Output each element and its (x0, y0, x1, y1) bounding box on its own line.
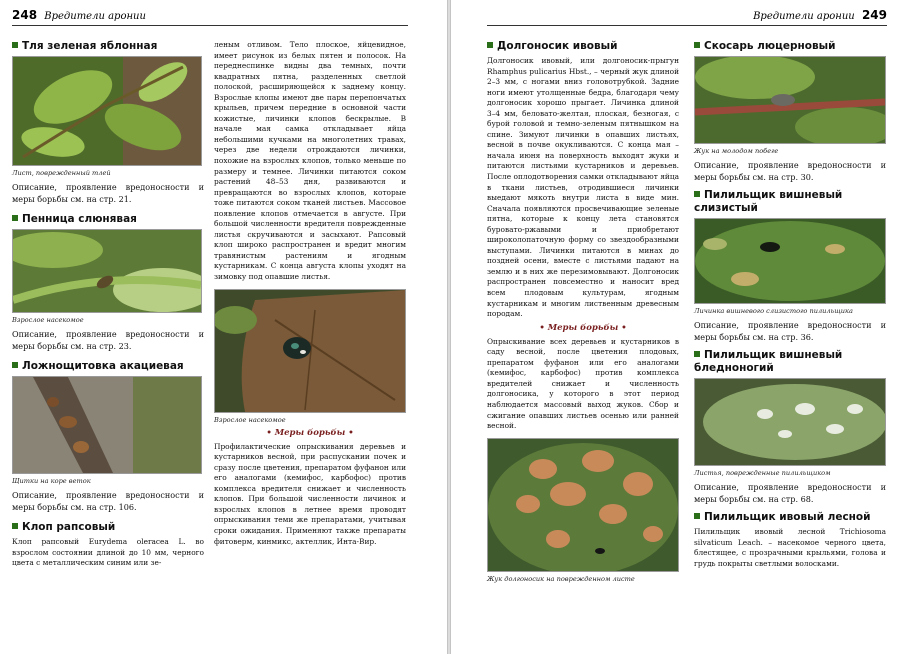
reference-text: Описание, проявление вредоносности и меры борьбы см. на стр. 36. (694, 320, 886, 342)
section-title: Долгоносик ивовый (487, 40, 679, 53)
section-title: Пилильщик вишневый бледноногий (694, 349, 843, 374)
photo-caption: Личинка вишневого слизистого пилильщика (694, 307, 853, 315)
left-column-2 (214, 40, 406, 547)
body-text: Опрыскивание всех деревьев и кустарников в саду весной, после цветения плодовых, препаратом фуфанон или его аналогами (кемифос, карбофос) против комплекса вредителей снижает и численность долгоносика, у которого в этот период наблюдается массовый выход жуков. Сбор и сжигание опавших листьев осенью или ранней весной. (487, 336, 679, 431)
body-text: Пилильщик ивовый лесной Trichiosoma silvaticum Leach. – насекомое черного цвета, блестящее, с прозрачными крыльями, голова и грудь покрыты светлыми волосками. (694, 527, 886, 568)
running-header (487, 8, 887, 26)
section-title: Скосарь люцерновый (694, 40, 886, 53)
photo-weevil-leaf (487, 438, 679, 572)
photo-spittlebug (12, 229, 202, 313)
section-title: Тля зеленая яблонная (12, 40, 204, 53)
section-title: Пилильщик вишневый слизистый (694, 189, 843, 214)
left-column-1 (12, 40, 204, 569)
body-text: леным отливом. Тело плоское, яйцевидное, имеет рисунок из белых пятен и полосок. На переднеспинке видны два темных, почти квадратных пятна, разделенных светлой полоской, расширяющейся к заднему концу. Взрослые клопы имеют две пары перепончатых крыльев, причем передние в основной части кожистые, личинки клопов бескрылые. В начале мая самка откладывает яйца небольшими кучками на многолетних травах, через две недели отрождаются личинки, похожие на взрослых клопов, только меньше по размеру и темнее. Личинки питаются соком растений 48–53 дня, развиваются и превращаются во взрослых клопов, которые тоже питаются соком тканей листьев. Массовое появление клопов отмечается в августе. При большой численности вредителя поврежденные листья скручиваются и засыхают. Рапсовый клоп широко распространен и вредит многим травянистым растениям и ягодным кустарникам. С конца августа клопы уходят на зимовку под опавшие листья. (214, 40, 406, 282)
reference-text: Описание, проявление вредоносности и меры борьбы см. на стр. 23. (12, 329, 204, 351)
photo-alfalfa-weevil (694, 56, 886, 144)
photo-caption: Взрослое насекомое (12, 316, 84, 324)
photo-slime-sawfly (694, 218, 886, 304)
section-title: Пилильщик ивовый лесной (694, 511, 886, 524)
photo-caption: Взрослое насекомое (214, 415, 286, 424)
photo-caption: Щитки на коре веток (12, 477, 91, 485)
photo-scale-insects (12, 376, 202, 474)
running-title: Вредители аронии (753, 11, 855, 22)
right-page (451, 0, 898, 654)
section-bullet-icon (12, 523, 18, 529)
right-column-2 (694, 40, 886, 569)
control-measures-heading: • Меры борьбы • (539, 322, 627, 333)
running-title: Вредители аронии (44, 11, 146, 22)
reference-text: Описание, проявление вредоносности и меры борьбы см. на стр. 68. (694, 482, 886, 504)
section-bullet-icon (694, 513, 700, 519)
body-text: Долгоносик ивовый, или долгоносик-прыгун Rhamphus pulicarius Hbst., – черный жук длиной 2–3 мм, с ногами вниз головотрубкой. Задние ноги имеют утолщенные бедра, благодаря чему долгоносик хорошо прыгает. Личинка длиной 3–4 мм, беловато-желтая, плоская, безногая, с бурой головой и темно-зеленым пятнышком на спине. Зимуют личинки в опавших листьях, весной в почве окукливаются. С конца мая – начала июня на поверхность выходят жуки и питаются листьями кустарников и деревьев. После оплодотворения самки откладывают яйца в ткани листьев, отродившиеся личинки выедают мякоть внутри листа в виде мин. Сначала появляются просвечивающие зеленые пятна, которые к концу лета становятся буровато-ржавыми и приобретают широколопаточную форму со звездообразными выступами. Личинки питаются в минах до поздней осени, вместе с листьями падают на землю и в них же перезимовывают. Долгоносик распространен повсеместно и наносит вред всем плодовым культурам, ягодным кустарникам и многим лиственным древесным породам. (487, 56, 679, 319)
section-title: Ложнощитовка акациевая (12, 360, 204, 373)
section-bullet-icon (694, 42, 700, 48)
left-page (0, 0, 447, 654)
reference-text: Описание, проявление вредоносности и меры борьбы см. на стр. 30. (694, 160, 886, 182)
running-header (12, 8, 408, 26)
section-bullet-icon (12, 215, 18, 221)
photo-caption: Листья, поврежденные пилильщиком (694, 469, 831, 477)
photo-sawfly-damage (694, 378, 886, 466)
reference-text: Описание, проявление вредоносности и меры борьбы см. на стр. 106. (12, 490, 204, 512)
page-number: 249 (861, 8, 887, 22)
page-number: 248 (12, 8, 38, 22)
control-measures-heading: • Меры борьбы • (266, 427, 354, 438)
photo-rapeseed-bug (214, 289, 406, 413)
section-bullet-icon (694, 351, 700, 357)
photo-caption: Лист, поврежденный тлей (12, 169, 111, 177)
reference-text: Описание, проявление вредоносности и меры борьбы см. на стр. 21. (12, 182, 204, 204)
right-column-1 (487, 40, 679, 584)
photo-caption: Жук на молодом побеге (694, 147, 779, 155)
section-title: Клоп рапсовый (12, 521, 204, 534)
photo-caption: Жук долгоносик на поврежденном листе (487, 574, 635, 583)
body-text: Клоп рапсовый Eurydema oleracea L. во взрослом состоянии длиной до 10 мм, черного цвета с металлическим синим или зе- (12, 537, 204, 568)
section-bullet-icon (12, 362, 18, 368)
body-text: Профилактические опрыскивания деревьев и кустарников весной, при распускании почек и сразу после цветения, препаратом фуфанон или его аналогами (кемифос, карбофос) против комплекса вредителя снижает и численность клопов. При большой численности личинок и взрослых клопов в летнее время проводят опрыскивания теми же препаратами, учитывая сроки ожидания. Применяют также препараты фитоверм, кинмикс, актеллик, Инта-Вир. (214, 441, 406, 546)
section-bullet-icon (12, 42, 18, 48)
section-title: Пенница слюнявая (12, 213, 204, 226)
section-bullet-icon (694, 191, 700, 197)
section-bullet-icon (487, 42, 493, 48)
photo-aphid-leaf (12, 56, 202, 166)
